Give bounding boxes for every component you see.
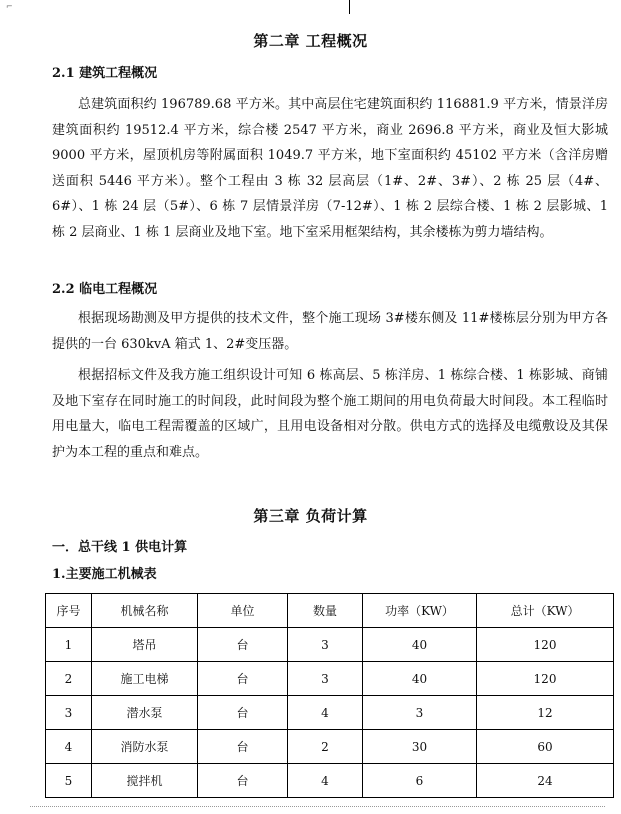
- machinery-table: [45, 593, 614, 798]
- section-2-1-paragraph: 总建筑面积约 196789.68 平方米。其中高层住宅建筑面积约 116881.9 平方米，情景洋房建筑面积约 19512.4 平方米，综合楼 2547 平方米，商业 2696.8 平方米，商业及恒大影城 9000 平方米，屋顶机房等附属面积 1049.7 平方米，地下室面积约 45102 平方米（含洋房赠送面积 5446 平方米）。整个工程由 3 栋 32 层高层（1#、2#、3#）、2 栋 25 层（4#、6#）、1 栋 24 层（5#）、6 栋 7 层情景洋房（7-12#）、1 栋 2 层综合楼、1 栋 2 层影城、1 栋 2 层商业、1 栋 1 层商业及地下室。地下室采用框架结构，其余楼栋为剪力墙结构。: [52, 97, 608, 240]
- cell-quantity: 3: [288, 662, 363, 696]
- cell-name: 消防水泵: [92, 730, 198, 764]
- cell-total: 60: [477, 730, 614, 764]
- cell-index: 1: [46, 628, 92, 662]
- header-cell-total: 总计（KW）: [477, 594, 614, 628]
- cell-quantity: 4: [288, 696, 363, 730]
- cell-total: 12: [477, 696, 614, 730]
- cell-name: 施工电梯: [92, 662, 198, 696]
- table-row: [46, 628, 614, 662]
- section-2-2-paragraph-1: 根据现场勘测及甲方提供的技术文件，整个施工现场 3#楼东侧及 11#楼栋层分别为甲方各提供的一台 630kvA 箱式 1、2#变压器。: [52, 311, 608, 352]
- cell-power: 40: [363, 662, 477, 696]
- cell-total: 24: [477, 764, 614, 798]
- header-cell-index: 序号: [46, 594, 92, 628]
- header-cell-quantity: 数量: [288, 594, 363, 628]
- cell-name: 塔吊: [92, 628, 198, 662]
- section-2-2-paragraph-2: 根据招标文件及我方施工组织设计可知 6 栋高层、5 栋洋房、1 栋综合楼、1 栋影城、商铺及地下室存在同时施工的时间段，此时间段为整个施工期间的用电负荷最大时间段。本工程临时用电量大，临电工程需覆盖的区域广，且用电设备相对分散。供电方式的选择及电缆敷设及其保护为本工程的重点和难点。: [52, 368, 608, 460]
- cell-name: 潜水泵: [92, 696, 198, 730]
- cell-quantity: 2: [288, 730, 363, 764]
- subsection-heading-machine-table: 1.主要施工机械表: [52, 567, 157, 582]
- cell-total: 120: [477, 662, 614, 696]
- cell-quantity: 3: [288, 628, 363, 662]
- chapter-2-title: 第二章 工程概况: [253, 32, 368, 50]
- subsection-heading-trunk-line: 一．总干线 1 供电计算: [52, 540, 188, 555]
- cell-total: 120: [477, 628, 614, 662]
- corner-mark-top-left-icon: ⌐: [6, 2, 13, 11]
- section-2-2-heading: 2.2 临电工程概况: [52, 282, 158, 297]
- header-cell-name: 机械名称: [92, 594, 198, 628]
- cell-unit: 台: [198, 730, 288, 764]
- cell-index: 2: [46, 662, 92, 696]
- cell-unit: 台: [198, 764, 288, 798]
- table-header-row: [46, 594, 614, 628]
- table-row: [46, 764, 614, 798]
- header-cell-unit: 单位: [198, 594, 288, 628]
- cell-unit: 台: [198, 628, 288, 662]
- text-cursor: [349, 0, 350, 14]
- cell-index: 4: [46, 730, 92, 764]
- table-row: [46, 696, 614, 730]
- cell-power: 40: [363, 628, 477, 662]
- cell-name: 搅拌机: [92, 764, 198, 798]
- header-cell-power: 功率（KW）: [363, 594, 477, 628]
- cell-unit: 台: [198, 696, 288, 730]
- cell-index: 5: [46, 764, 92, 798]
- cell-power: 6: [363, 764, 477, 798]
- table-row: [46, 662, 614, 696]
- table-row: [46, 730, 614, 764]
- cell-unit: 台: [198, 662, 288, 696]
- cell-power: 30: [363, 730, 477, 764]
- section-2-1-heading: 2.1 建筑工程概况: [52, 66, 158, 81]
- page-bottom-divider: [30, 806, 605, 807]
- cell-index: 3: [46, 696, 92, 730]
- cell-power: 3: [363, 696, 477, 730]
- cell-quantity: 4: [288, 764, 363, 798]
- chapter-3-title: 第三章 负荷计算: [253, 507, 368, 525]
